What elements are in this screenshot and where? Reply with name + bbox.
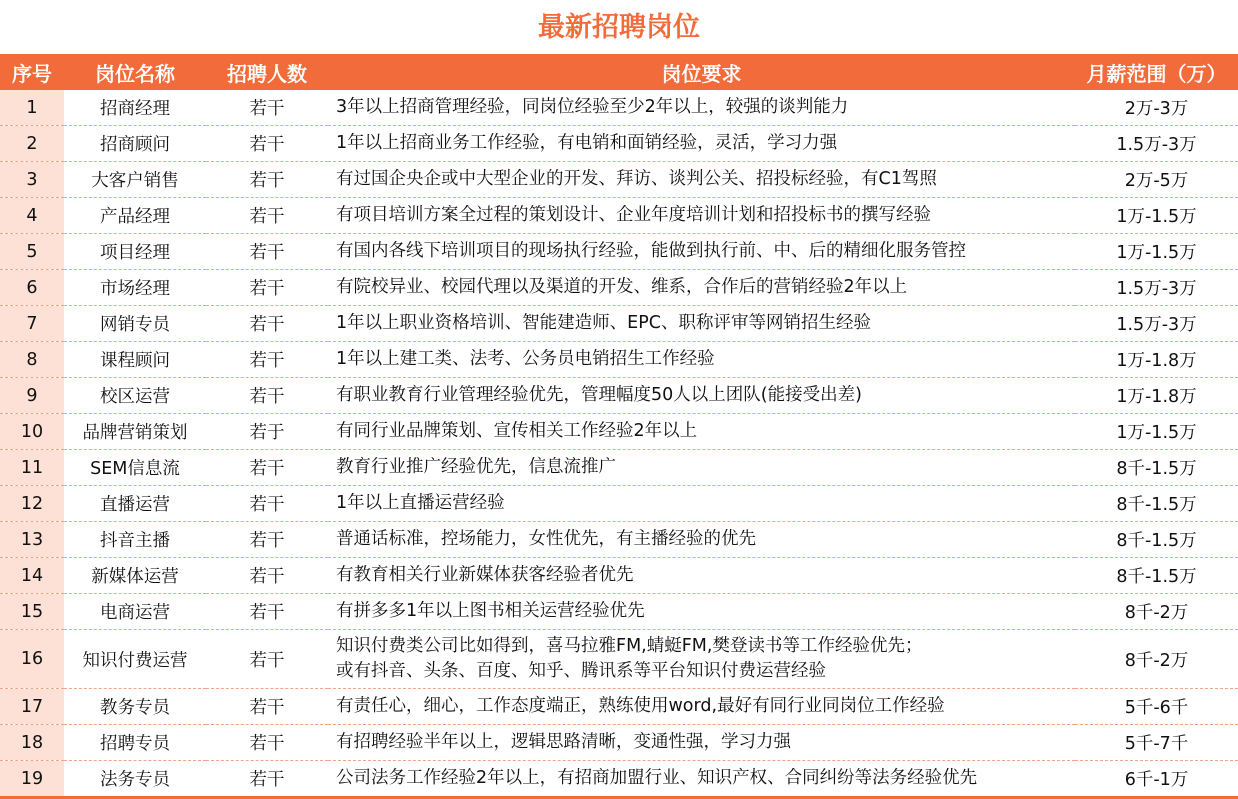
row-index: 1 bbox=[0, 90, 64, 126]
hiring-count: 若干 bbox=[206, 630, 328, 689]
requirements bbox=[328, 450, 1075, 486]
header-salary: 月薪范围（万） bbox=[1075, 54, 1238, 90]
table-row bbox=[0, 594, 1238, 630]
requirements bbox=[328, 594, 1075, 630]
salary-range: 1万-1.8万 bbox=[1075, 378, 1238, 414]
requirement-line: 有过国企央企或中大型企业的开发、拜访、谈判公关、招投标经验，有C1驾照 bbox=[336, 169, 937, 189]
requirements bbox=[328, 378, 1075, 414]
hiring-count: 若干 bbox=[206, 689, 328, 725]
row-index: 15 bbox=[0, 594, 64, 630]
row-index: 2 bbox=[0, 126, 64, 162]
requirement-line: 教育行业推广经验优先，信息流推广 bbox=[336, 457, 616, 477]
row-index: 10 bbox=[0, 414, 64, 450]
salary-range: 8千-1.5万 bbox=[1075, 522, 1238, 558]
hiring-count: 若干 bbox=[206, 486, 328, 522]
salary-range: 1.5万-3万 bbox=[1075, 306, 1238, 342]
hiring-count: 若干 bbox=[206, 234, 328, 270]
requirement-line: 有教育相关行业新媒体获客经验者优先 bbox=[336, 565, 634, 585]
hiring-count: 若干 bbox=[206, 306, 328, 342]
position-name: SEM信息流 bbox=[64, 450, 206, 486]
requirements bbox=[328, 342, 1075, 378]
job-table bbox=[0, 54, 1238, 799]
table-row bbox=[0, 725, 1238, 761]
row-index: 4 bbox=[0, 198, 64, 234]
row-index: 5 bbox=[0, 234, 64, 270]
job-rows bbox=[0, 90, 1238, 798]
hiring-count: 若干 bbox=[206, 522, 328, 558]
hiring-count: 若干 bbox=[206, 594, 328, 630]
salary-range: 5千-7千 bbox=[1075, 725, 1238, 761]
table-row bbox=[0, 558, 1238, 594]
requirement-line: 知识付费类公司比如得到，喜马拉雅FM,蜻蜓FM,樊登读书等工作经验优先； bbox=[336, 636, 923, 656]
row-index: 6 bbox=[0, 270, 64, 306]
requirements bbox=[328, 725, 1075, 761]
table-row bbox=[0, 378, 1238, 414]
row-index: 8 bbox=[0, 342, 64, 378]
hiring-count: 若干 bbox=[206, 342, 328, 378]
requirements bbox=[328, 689, 1075, 725]
row-index: 18 bbox=[0, 725, 64, 761]
position-name: 课程顾问 bbox=[64, 342, 206, 378]
requirements bbox=[328, 270, 1075, 306]
requirement-line: 有国内各线下培训项目的现场执行经验，能做到执行前、中、后的精细化服务管控 bbox=[336, 241, 966, 261]
hiring-count: 若干 bbox=[206, 162, 328, 198]
position-name: 项目经理 bbox=[64, 234, 206, 270]
requirements bbox=[328, 90, 1075, 126]
position-name: 大客户销售 bbox=[64, 162, 206, 198]
header-count: 招聘人数 bbox=[206, 54, 328, 90]
requirements bbox=[328, 486, 1075, 522]
requirement-line: 有项目培训方案全过程的策划设计、企业年度培训计划和招投标书的撰写经验 bbox=[336, 205, 931, 225]
requirement-line: 或有抖音、头条、百度、知乎、腾讯系等平台知识付费运营经验 bbox=[336, 661, 826, 681]
salary-range: 8千-1.5万 bbox=[1075, 450, 1238, 486]
requirement-line: 1年以上建工类、法考、公务员电销招生工作经验 bbox=[336, 349, 715, 369]
hiring-count: 若干 bbox=[206, 90, 328, 126]
requirements bbox=[328, 162, 1075, 198]
requirement-line: 有职业教育行业管理经验优先，管理幅度50人以上团队(能接受出差) bbox=[336, 385, 862, 405]
requirement-line: 有责任心，细心，工作态度端正，熟练使用word,最好有同行业同岗位工作经验 bbox=[336, 696, 945, 716]
requirement-line: 有同行业品牌策划、宣传相关工作经验2年以上 bbox=[336, 421, 698, 441]
requirements bbox=[328, 126, 1075, 162]
salary-range: 6千-1万 bbox=[1075, 761, 1238, 798]
header-index: 序号 bbox=[0, 54, 64, 90]
row-index: 16 bbox=[0, 630, 64, 689]
table-row bbox=[0, 486, 1238, 522]
requirement-line: 有招聘经验半年以上，逻辑思路清晰，变通性强，学习力强 bbox=[336, 732, 791, 752]
salary-range: 1.5万-3万 bbox=[1075, 126, 1238, 162]
requirement-line: 公司法务工作经验2年以上，有招商加盟行业、知识产权、合同纠纷等法务经验优先 bbox=[336, 768, 978, 788]
table-row bbox=[0, 198, 1238, 234]
row-index: 13 bbox=[0, 522, 64, 558]
requirements bbox=[328, 761, 1075, 798]
table-row bbox=[0, 630, 1238, 689]
table-row bbox=[0, 234, 1238, 270]
requirement-line: 1年以上职业资格培训、智能建造师、EPC、职称评审等网销招生经验 bbox=[336, 313, 871, 333]
position-name: 招聘专员 bbox=[64, 725, 206, 761]
header-requirements: 岗位要求 bbox=[328, 54, 1075, 90]
salary-range: 2万-5万 bbox=[1075, 162, 1238, 198]
salary-range: 1万-1.8万 bbox=[1075, 342, 1238, 378]
position-name: 知识付费运营 bbox=[64, 630, 206, 689]
table-row bbox=[0, 342, 1238, 378]
salary-range: 1.5万-3万 bbox=[1075, 270, 1238, 306]
hiring-count: 若干 bbox=[206, 270, 328, 306]
row-index: 9 bbox=[0, 378, 64, 414]
hiring-count: 若干 bbox=[206, 378, 328, 414]
hiring-count: 若于 bbox=[206, 414, 328, 450]
position-name: 品牌营销策划 bbox=[64, 414, 206, 450]
header-position: 岗位名称 bbox=[64, 54, 206, 90]
requirements bbox=[328, 522, 1075, 558]
requirement-line: 有院校异业、校园代理以及渠道的开发、维系，合作后的营销经验2年以上 bbox=[336, 277, 908, 297]
row-index: 11 bbox=[0, 450, 64, 486]
row-index: 19 bbox=[0, 761, 64, 798]
table-row bbox=[0, 162, 1238, 198]
position-name: 网销专员 bbox=[64, 306, 206, 342]
position-name: 市场经理 bbox=[64, 270, 206, 306]
table-row bbox=[0, 450, 1238, 486]
table-row bbox=[0, 306, 1238, 342]
requirements bbox=[328, 306, 1075, 342]
position-name: 教务专员 bbox=[64, 689, 206, 725]
table-row bbox=[0, 126, 1238, 162]
position-name: 招商经理 bbox=[64, 90, 206, 126]
requirements bbox=[328, 234, 1075, 270]
position-name: 产品经理 bbox=[64, 198, 206, 234]
salary-range: 2万-3万 bbox=[1075, 90, 1238, 126]
position-name: 招商顾问 bbox=[64, 126, 206, 162]
requirement-line: 1年以上直播运营经验 bbox=[336, 493, 505, 513]
requirement-line: 有拼多多1年以上图书相关运营经验优先 bbox=[336, 601, 645, 621]
hiring-count: 若干 bbox=[206, 450, 328, 486]
salary-range: 1万-1.5万 bbox=[1075, 414, 1238, 450]
row-index: 17 bbox=[0, 689, 64, 725]
requirements bbox=[328, 558, 1075, 594]
row-index: 7 bbox=[0, 306, 64, 342]
position-name: 抖音主播 bbox=[64, 522, 206, 558]
position-name: 电商运营 bbox=[64, 594, 206, 630]
position-name: 直播运营 bbox=[64, 486, 206, 522]
table-header-row bbox=[0, 54, 1238, 90]
requirements bbox=[328, 414, 1075, 450]
salary-range: 8千-2万 bbox=[1075, 594, 1238, 630]
salary-range: 1万-1.5万 bbox=[1075, 198, 1238, 234]
row-index: 3 bbox=[0, 162, 64, 198]
position-name: 法务专员 bbox=[64, 761, 206, 798]
table-row bbox=[0, 522, 1238, 558]
hiring-count: 若干 bbox=[206, 558, 328, 594]
table-row bbox=[0, 270, 1238, 306]
requirements bbox=[328, 198, 1075, 234]
salary-range: 1万-1.5万 bbox=[1075, 234, 1238, 270]
salary-range: 8千-1.5万 bbox=[1075, 558, 1238, 594]
page-title: 最新招聘岗位 bbox=[538, 12, 700, 43]
table-row bbox=[0, 414, 1238, 450]
requirement-line: 普通话标准，控场能力，女性优先，有主播经验的优先 bbox=[336, 529, 756, 549]
salary-range: 8千-2万 bbox=[1075, 630, 1238, 689]
row-index: 14 bbox=[0, 558, 64, 594]
salary-range: 8千-1.5万 bbox=[1075, 486, 1238, 522]
requirements bbox=[328, 630, 1075, 689]
hiring-count: 若干 bbox=[206, 761, 328, 798]
requirement-line: 3年以上招商管理经验，同岗位经验至少2年以上，较强的谈判能力 bbox=[336, 97, 849, 117]
position-name: 校区运营 bbox=[64, 378, 206, 414]
requirement-line: 1年以上招商业务工作经验，有电销和面销经验，灵活，学习力强 bbox=[336, 133, 838, 153]
hiring-count: 若干 bbox=[206, 126, 328, 162]
hiring-count: 若干 bbox=[206, 198, 328, 234]
table-row bbox=[0, 689, 1238, 725]
position-name: 新媒体运营 bbox=[64, 558, 206, 594]
salary-range: 5千-6千 bbox=[1075, 689, 1238, 725]
hiring-count: 若干 bbox=[206, 725, 328, 761]
table-row bbox=[0, 90, 1238, 126]
table-row bbox=[0, 761, 1238, 798]
row-index: 12 bbox=[0, 486, 64, 522]
